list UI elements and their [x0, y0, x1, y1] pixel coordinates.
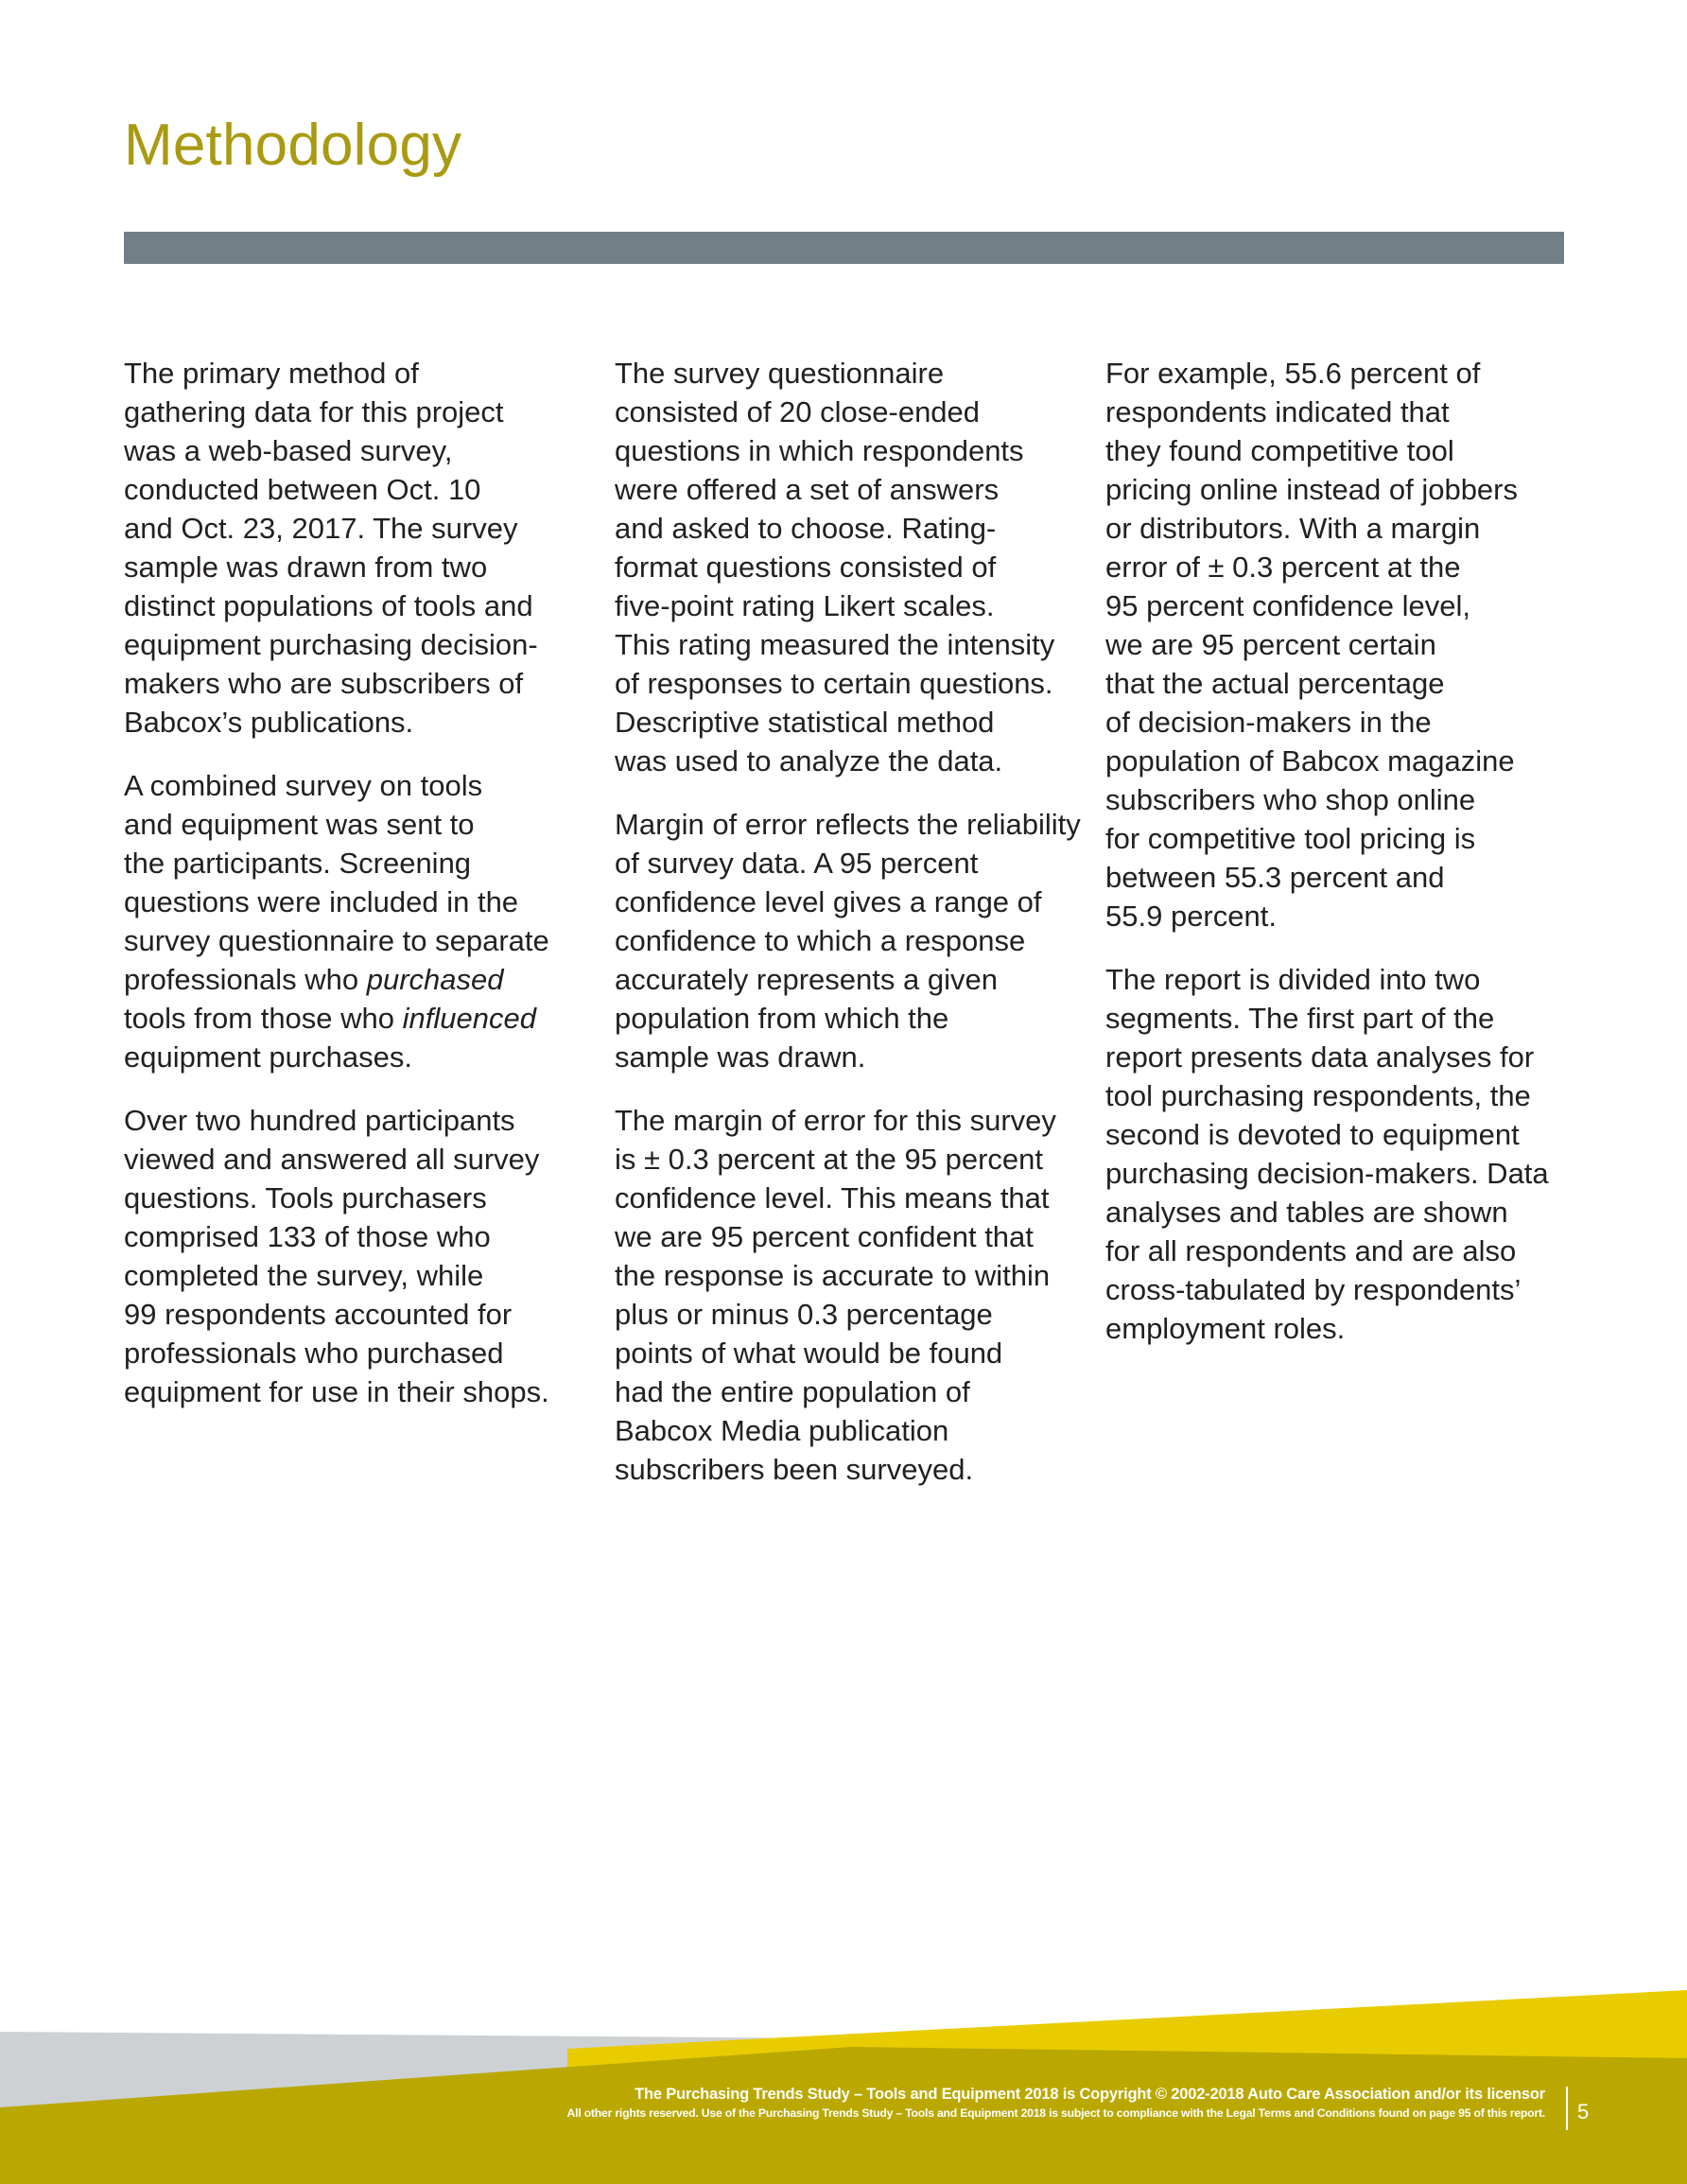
- paragraph: [615, 1101, 1059, 1489]
- text-line: for competitive tool pricing is: [1105, 822, 1476, 855]
- text-line: Babcox Media publication: [615, 1414, 949, 1447]
- text-line: that the actual percentage: [1105, 667, 1445, 700]
- text-line: conducted between Oct. 10: [124, 473, 481, 506]
- text-line: confidence level gives a range of: [615, 885, 1042, 918]
- text-line: purchasing decision-makers. Data: [1105, 1157, 1549, 1190]
- text-line: subscribers been surveyed.: [615, 1453, 974, 1486]
- text-line: Babcox’s publications.: [124, 706, 414, 739]
- text-line: we are 95 percent confident that: [615, 1220, 1034, 1253]
- text-line: analyses and tables are shown: [1105, 1196, 1508, 1229]
- text-line: [124, 960, 568, 999]
- text-line: accurately represents a given: [615, 963, 998, 996]
- paragraph: [615, 354, 1059, 780]
- text-line: population from which the: [615, 1002, 949, 1035]
- text-line: second is devoted to equipment: [1105, 1118, 1520, 1151]
- text-column-3: [1105, 354, 1550, 1372]
- text-line: sample was drawn from two: [124, 550, 488, 584]
- text-line: confidence level. This means that: [615, 1181, 1050, 1214]
- page-number: 5: [1577, 2100, 1590, 2123]
- text-line: For example, 55.6 percent of: [1105, 357, 1481, 390]
- text-line: for all respondents and are also: [1105, 1234, 1517, 1267]
- text-line: and equipment was sent to: [124, 808, 475, 841]
- text-line: subscribers who shop online: [1105, 783, 1476, 816]
- text-line: The margin of error for this survey: [615, 1104, 1056, 1137]
- text-line: consisted of 20 close-ended: [615, 395, 981, 428]
- text-line: makers who are subscribers of: [124, 667, 524, 700]
- text-line: were offered a set of answers: [615, 473, 1000, 506]
- text-line: the participants. Screening: [124, 847, 472, 880]
- text-line: 99 respondents accounted for: [124, 1298, 513, 1331]
- text-line: questions. Tools purchasers: [124, 1181, 487, 1214]
- text-line: of responses to certain questions.: [615, 667, 1053, 700]
- text-line: The report is divided into two: [1105, 963, 1481, 996]
- paragraph: [124, 354, 568, 742]
- emphasis-purchased: purchased: [366, 963, 504, 996]
- title-divider-bar: [124, 232, 1564, 264]
- footer-copyright: [567, 2085, 1545, 2122]
- footer-divider: [1566, 2087, 1568, 2130]
- text-line: questions were included in the: [124, 885, 519, 918]
- text-line: sample was drawn.: [615, 1040, 866, 1074]
- text-line: the response is accurate to within: [615, 1259, 1051, 1292]
- text-line: equipment purchasing decision-: [124, 628, 538, 661]
- text-line: cross-tabulated by respondents’: [1105, 1273, 1522, 1306]
- text-line: was a web-based survey,: [124, 434, 453, 467]
- text-line: Over two hundred participants: [124, 1104, 515, 1137]
- text-line: completed the survey, while: [124, 1259, 484, 1292]
- text-line: This rating measured the intensity: [615, 628, 1055, 661]
- text-line: report presents data analyses for: [1105, 1040, 1535, 1074]
- text-line: equipment purchases.: [124, 1040, 413, 1074]
- text-line: equipment for use in their shops.: [124, 1375, 549, 1408]
- text-line: plus or minus 0.3 percentage: [615, 1298, 993, 1331]
- text-column-1: [124, 354, 568, 1436]
- text-line: is ± 0.3 percent at the 95 percent: [615, 1143, 1044, 1176]
- text-line: confidence to which a response: [615, 924, 1026, 957]
- paragraph: [615, 805, 1081, 1076]
- text-line: Descriptive statistical method: [615, 706, 995, 739]
- text-line: was used to analyze the data.: [615, 744, 1003, 778]
- text-line: five-point rating Likert scales.: [615, 589, 995, 622]
- text-line: gathering data for this project: [124, 395, 504, 428]
- text-line: of survey data. A 95 percent: [615, 847, 979, 880]
- text-line: [124, 999, 568, 1038]
- text-line: they found competitive tool: [1105, 434, 1454, 467]
- text-line: format questions consisted of: [615, 550, 997, 584]
- text-line: tool purchasing respondents, the: [1105, 1079, 1531, 1112]
- text-line: distinct populations of tools and: [124, 589, 533, 622]
- text-line: survey questionnaire to separate: [124, 924, 549, 957]
- text-line: 95 percent confidence level,: [1105, 589, 1471, 622]
- text-line: employment roles.: [1105, 1312, 1346, 1345]
- text-line: points of what would be found: [615, 1337, 1003, 1370]
- emphasis-influenced: influenced: [402, 1002, 536, 1035]
- text-line: The primary method of: [124, 357, 419, 390]
- text-line: and Oct. 23, 2017. The survey: [124, 512, 518, 545]
- text-line: or distributors. With a margin: [1105, 512, 1481, 545]
- text-line: error of ± 0.3 percent at the: [1105, 550, 1461, 584]
- text-line: viewed and answered all survey: [124, 1143, 540, 1176]
- text-line: 55.9 percent.: [1105, 900, 1277, 933]
- footer-copyright-line: The Purchasing Trends Study – Tools and Equipment 2018 is Copyright © 2002-2018 Auto Care Association and/or its licensor: [635, 2086, 1545, 2103]
- footer-terms-line: All other rights reserved. Use of the Purchasing Trends Study – Tools and Equipment 2018 is subject to compliance with the Legal Terms and Conditions found on page 95 of this report.: [566, 2106, 1545, 2120]
- text-line: questions in which respondents: [615, 434, 1024, 467]
- paragraph: [1105, 960, 1550, 1348]
- paragraph: [124, 766, 568, 1076]
- text-column-2: [615, 354, 1081, 1513]
- text-line: of decision-makers in the: [1105, 706, 1432, 739]
- text-line: respondents indicated that: [1105, 395, 1450, 428]
- paragraph: [124, 1101, 568, 1411]
- page-title: Methodology: [124, 113, 462, 178]
- text-line: we are 95 percent certain: [1105, 628, 1436, 661]
- text-line: Margin of error reflects the reliability: [615, 808, 1081, 841]
- text-line: population of Babcox magazine: [1105, 744, 1515, 778]
- text-run: tools from those who: [124, 1002, 403, 1035]
- footer-decorative-band: [0, 1967, 1687, 2184]
- text-line: between 55.3 percent and: [1105, 861, 1445, 894]
- text-run: professionals who: [124, 963, 367, 996]
- text-line: had the entire population of: [615, 1375, 970, 1408]
- text-line: comprised 133 of those who: [124, 1220, 491, 1253]
- text-line: and asked to choose. Rating-: [615, 512, 997, 545]
- text-line: pricing online instead of jobbers: [1105, 473, 1518, 506]
- paragraph: [1105, 354, 1550, 935]
- text-line: segments. The first part of the: [1105, 1002, 1495, 1035]
- text-line: The survey questionnaire: [615, 357, 945, 390]
- text-line: professionals who purchased: [124, 1337, 504, 1370]
- text-line: A combined survey on tools: [124, 769, 483, 802]
